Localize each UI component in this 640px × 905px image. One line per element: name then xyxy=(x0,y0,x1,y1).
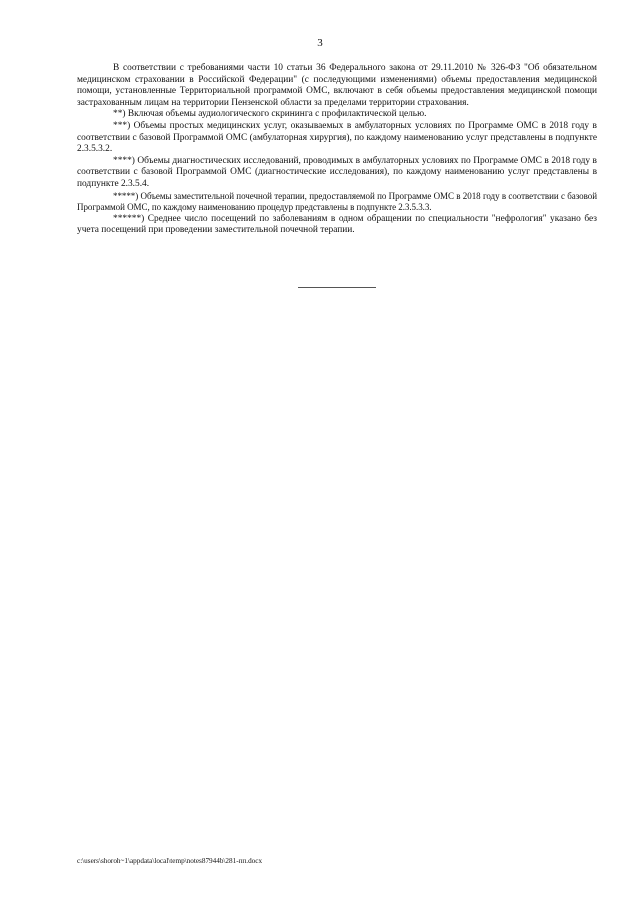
footnote-6-nephrology: ******) Среднее число посещений по заболеваниям в одном обращении по специальности "нефрология" указано без учета посещений при проведении заместительной почечной терапии. xyxy=(77,213,597,236)
paragraph-legal-basis: В соответствии с требованиями части 10 статьи 36 Федерального закона от 29.11.2010 № 326-ФЗ "Об обязательном медицинском страховании в Российской Федерации" (с последующими изменениями) объемы предоставления медицинской помощи, установленные Территориальной программой ОМС, включают в себя объемы предоставления медицинской помощи застрахованным лицам на территории Пензенской области за пределами территории страхования. xyxy=(77,63,597,108)
footer-file-path: c:\users\shoroh~1\appdata\local\temp\notes87944b\281-пп.docx xyxy=(77,857,263,865)
page-number: 3 xyxy=(317,37,323,49)
footnote-4-diagnostics: ****) Объемы диагностических исследований, проводимых в амбулаторных условиях по Программе ОМС в 2018 году в соответствии с базовой Программой ОМС (диагностические исследования), по каждому наименованию услуг представлены в подпункте 2.3.5.4. xyxy=(77,155,597,189)
document-body xyxy=(77,63,597,237)
footnote-3-ambulatory-surgery: ***) Объемы простых медицинских услуг, оказываемых в амбулаторных условиях по Программе ОМС в 2018 году в соответствии с базовой Программой ОМС (амбулаторная хирургия), по каждому наименованию услуг представлены в подпункте 2.3.5.3.2. xyxy=(77,120,597,155)
footnote-2-audiology: **) Включая объемы аудиологического скрининга с профилактической целью. xyxy=(113,109,427,120)
end-divider-line xyxy=(298,287,376,288)
footnote-5-renal-therapy: *****) Объемы заместительной почечной терапии, предоставляемой по Программе ОМС в 2018 году в соответствии с базовой Программой ОМС, по каждому наименованию процедур представлены в подпункте 2.3.5.3.3. xyxy=(77,190,597,213)
